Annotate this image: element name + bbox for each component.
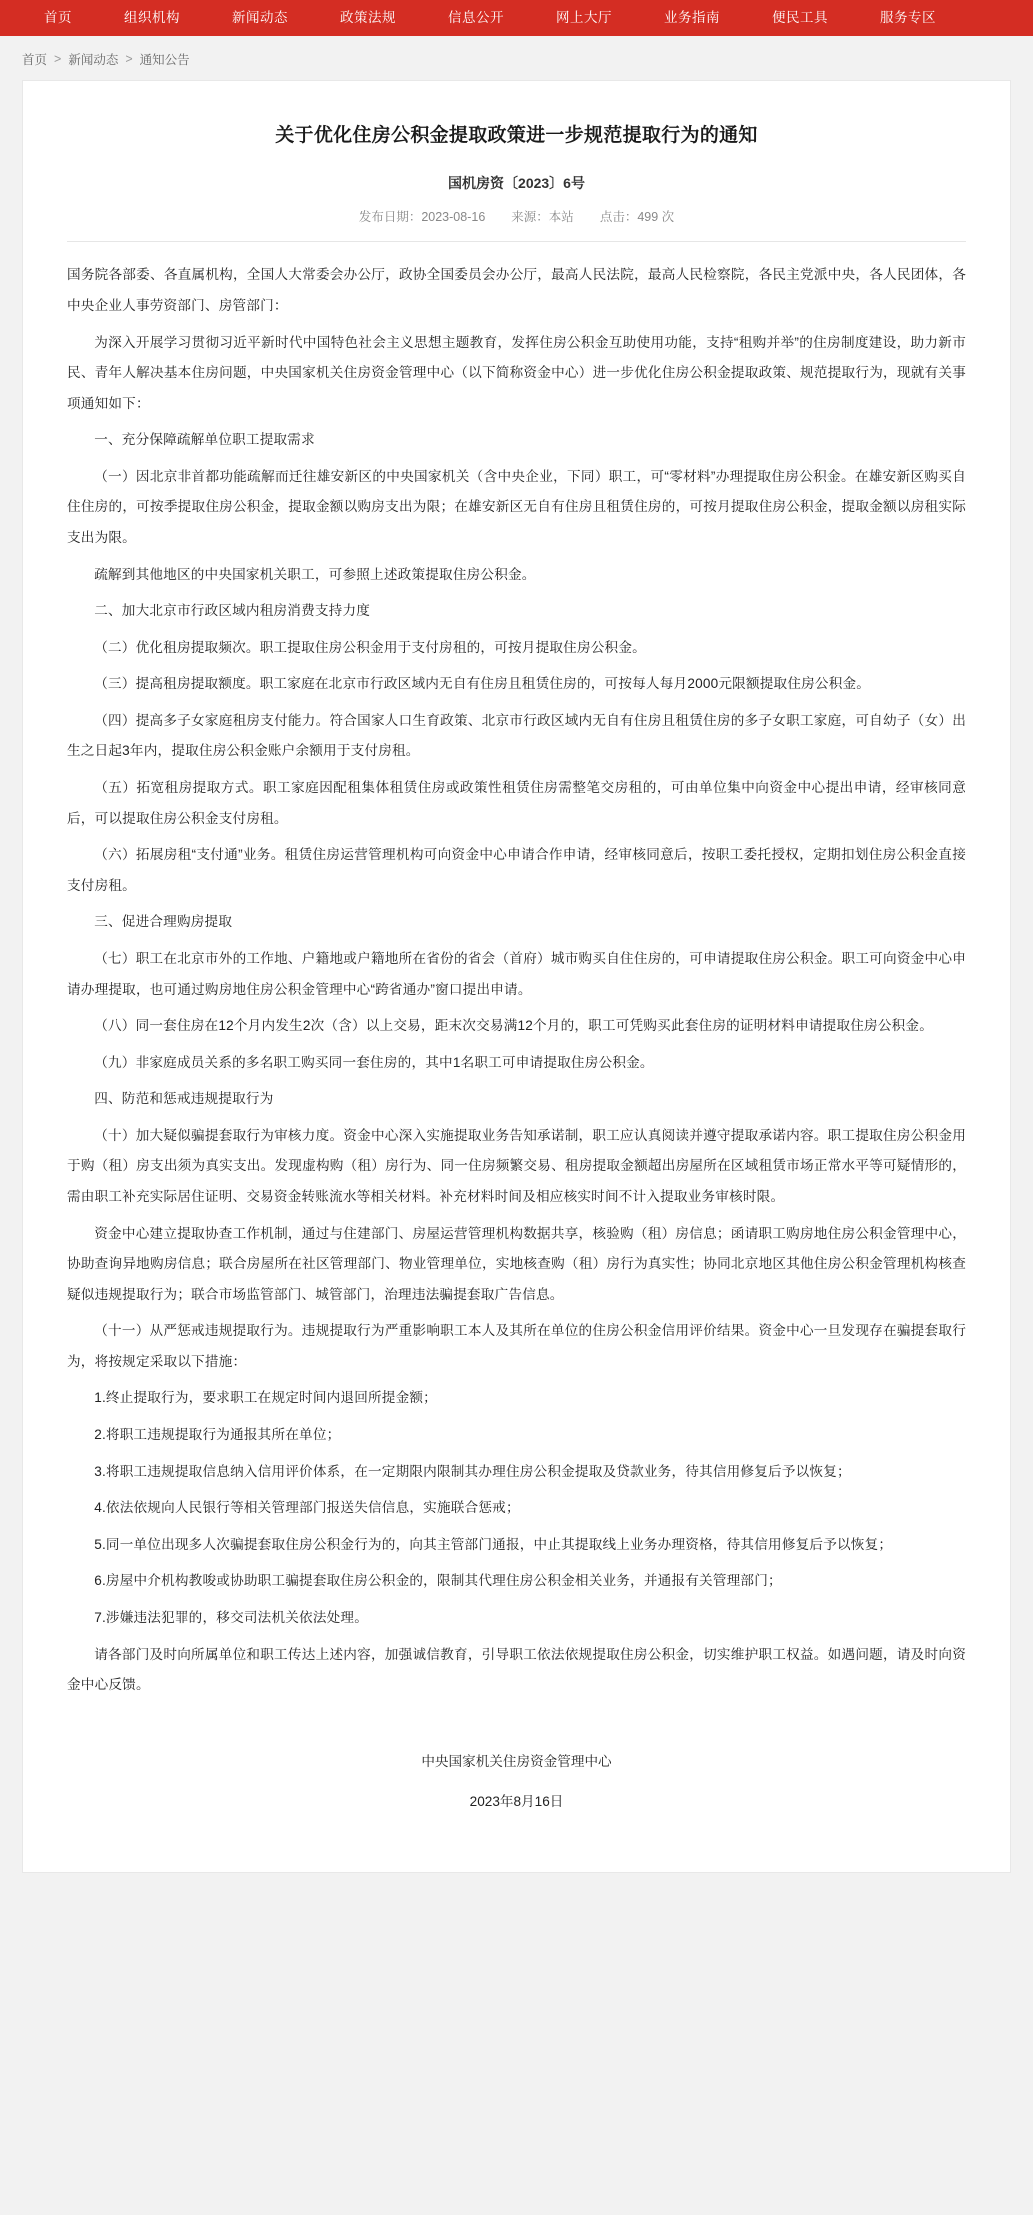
- article-paragraph: 疏解到其他地区的中央国家机关职工，可参照上述政策提取住房公积金。: [94, 566, 536, 582]
- views-value: 499 次: [637, 210, 675, 225]
- breadcrumb: [0, 36, 1033, 80]
- article-paragraph: （十）加大疑似骗提套取行为审核力度。资金中心深入实施提取业务告知承诺制，职工应认真阅读并遵守提取承诺内容。职工提取住房公积金用于购（租）房支出须为真实支出。发现虚构购（租）房行为、同一住房频繁交易、租房提取金额超出房屋所在区域租赁市场正常水平等可疑情形的，需由职工补充实际居住证明、交易资金转账流水等相关材料。补充材料时间及相应核实时间不计入提取业务审核时限。: [67, 1127, 966, 1204]
- article-paragraph: 二、加大北京市行政区域内租房消费支持力度: [94, 603, 371, 619]
- breadcrumb-item-1[interactable]: 新闻动态: [68, 53, 119, 67]
- publish-date-label: 发布日期：: [358, 210, 422, 225]
- article-card: [22, 80, 1011, 1873]
- nav-item-8[interactable]: 服务专区: [880, 10, 936, 25]
- nav-item-4[interactable]: 信息公开: [448, 10, 504, 25]
- article-paragraph: （六）拓展房租“支付通”业务。租赁住房运营管理机构可向资金中心申请合作申请，经审核同意后，按职工委托授权，定期扣划住房公积金直接支付房租。: [67, 847, 966, 893]
- breadcrumb-separator-icon: >: [125, 52, 133, 66]
- article-paragraph: 请各部门及时向所属单位和职工传达上述内容，加强诚信教育，引导职工依法依规提取住房公积金，切实维护职工权益。如遇问题，请及时向资金中心反馈。: [67, 1646, 966, 1693]
- article-paragraph: （九）非家庭成员关系的多名职工购买同一套住房的，其中1名职工可申请提取住房公积金。: [94, 1054, 654, 1070]
- article-paragraph: 7.涉嫌违法犯罪的，移交司法机关依法处理。: [94, 1609, 369, 1625]
- article-paragraph: （七）职工在北京市外的工作地、户籍地或户籍地所在省份的省会（首府）城市购买自住住房的，可申请提取住房公积金。职工可向资金中心申请办理提取，也可通过购房地住房公积金管理中心“跨省通办”窗口提出申请。: [67, 950, 966, 997]
- article-paragraph: 6.房屋中介机构教唆或协助职工骗提套取住房公积金的，限制其代理住房公积金相关业务，并通报有关管理部门；: [94, 1573, 782, 1589]
- article-meta: [67, 207, 966, 241]
- article-paragraph: 一、充分保障疏解单位职工提取需求: [94, 432, 315, 448]
- article-paragraph: （八）同一套住房在12个月内发生2次（含）以上交易，距末次交易满12个月的，职工可凭购买此套住房的证明材料申请提取住房公积金。: [94, 1018, 934, 1034]
- nav-item-3[interactable]: 政策法规: [340, 10, 396, 25]
- article-paragraph: 为深入开展学习贯彻习近平新时代中国特色社会主义思想主题教育，发挥住房公积金互助使用功能，支持“租购并举”的住房制度建设，助力新市民、青年人解决基本住房问题，中央国家机关住房资金管理中心（以下简称资金中心）进一步优化住房公积金提取政策、规范提取行为，现就有关事项通知如下：: [67, 334, 966, 411]
- article-paragraph: 国务院各部委、各直属机构，全国人大常委会办公厅，政协全国委员会办公厅，最高人民法院，最高人民检察院，各民主党派中央，各人民团体，各中央企业人事劳资部门、房管部门：: [67, 267, 966, 313]
- document-number: 国机房资〔2023〕6号: [448, 175, 585, 192]
- views-meta: [600, 207, 674, 225]
- article-paragraph: （十一）从严惩戒违规提取行为。违规提取行为严重影响职工本人及其所在单位的住房公积金信用评价结果。资金中心一旦发现存在骗提套取行为，将按规定采取以下措施：: [67, 1323, 966, 1369]
- article-paragraph: 四、防范和惩戒违规提取行为: [94, 1091, 274, 1107]
- source-meta: [511, 207, 574, 225]
- views-label: 点击：: [599, 210, 638, 225]
- source-value: 本站: [548, 210, 574, 225]
- nav-item-6[interactable]: 业务指南: [664, 10, 720, 25]
- meta-divider: [67, 241, 966, 242]
- signature-organization: 中央国家机关住房资金管理中心: [421, 1753, 612, 1769]
- signature-date: 2023年8月16日: [469, 1793, 564, 1809]
- breadcrumb-item-2: 通知公告: [139, 53, 190, 67]
- nav-item-5[interactable]: 网上大厅: [556, 10, 612, 25]
- article-paragraph: 资金中心建立提取协查工作机制，通过与住建部门、房屋运营管理机构数据共享，核验购（租）房信息；函请职工购房地住房公积金管理中心，协助查询异地购房信息；联合房屋所在社区管理部门、物业管理单位，实地核查购（租）房行为真实性；协同北京地区其他住房公积金管理机构核查疑似违规提取行为；联合市场监管部门、城管部门，治理违法骗提套取广告信息。: [67, 1225, 966, 1302]
- article-paragraph: （三）提高租房提取额度。职工家庭在北京市行政区域内无自有住房且租赁住房的，可按每人每月2000元限额提取住房公积金。: [94, 676, 871, 692]
- nav-item-7[interactable]: 便民工具: [772, 10, 828, 25]
- main-navigation-bar: [0, 0, 1033, 36]
- nav-item-2[interactable]: 新闻动态: [232, 10, 288, 25]
- publish-date-meta: [359, 207, 485, 225]
- article-paragraph: （四）提高多子女家庭租房支付能力。符合国家人口生育政策、北京市行政区域内无自有住房且租赁住房的多子女职工家庭，可自幼子（女）出生之日起3年内，提取住房公积金账户余额用于支付房租。: [67, 712, 966, 759]
- article-paragraph: 三、促进合理购房提取: [94, 914, 233, 930]
- breadcrumb-item-0[interactable]: 首页: [22, 53, 48, 67]
- publish-date-value: 2023-08-16: [421, 210, 486, 225]
- article-paragraph: （一）因北京非首都功能疏解而迁往雄安新区的中央国家机关（含中央企业，下同）职工，可“零材料”办理提取住房公积金。在雄安新区购买自住住房的，可按季提取住房公积金，提取金额以购房支出为限；在雄安新区无自有住房且租赁住房的，可按月提取住房公积金，提取金额以房租实际支出为限。: [67, 468, 966, 546]
- article-paragraph: （二）优化租房提取频次。职工提取住房公积金用于支付房租的，可按月提取住房公积金。: [94, 639, 646, 655]
- source-label: 来源：: [511, 210, 549, 225]
- nav-item-0[interactable]: 首页: [44, 10, 72, 25]
- nav-item-1[interactable]: 组织机构: [124, 10, 180, 25]
- article-paragraph: （五）拓宽租房提取方式。职工家庭因配租集体租赁住房或政策性租赁住房需整笔交房租的，可由单位集中向资金中心提出申请，经审核同意后，可以提取住房公积金支付房租。: [67, 780, 966, 826]
- article-paragraph: 1.终止提取行为，要求职工在规定时间内退回所提金额；: [94, 1390, 437, 1406]
- article-signature: [67, 1747, 966, 1817]
- article-paragraph: 2.将职工违规提取行为通报其所在单位；: [94, 1427, 341, 1443]
- article-paragraph: 4.依法依规向人民银行等相关管理部门报送失信信息，实施联合惩戒；: [94, 1500, 520, 1516]
- breadcrumb-separator-icon: >: [54, 52, 62, 66]
- article-paragraph: 5.同一单位出现多人次骗提套取住房公积金行为的，向其主管部门通报，中止其提取线上业务办理资格，待其信用修复后予以恢复；: [94, 1536, 893, 1552]
- article-body: [67, 260, 966, 1700]
- page-title: 关于优化住房公积金提取政策进一步规范提取行为的通知: [275, 125, 758, 146]
- article-paragraph: 3.将职工违规提取信息纳入信用评价体系，在一定期限内限制其办理住房公积金提取及贷款业务，待其信用修复后予以恢复；: [94, 1463, 851, 1479]
